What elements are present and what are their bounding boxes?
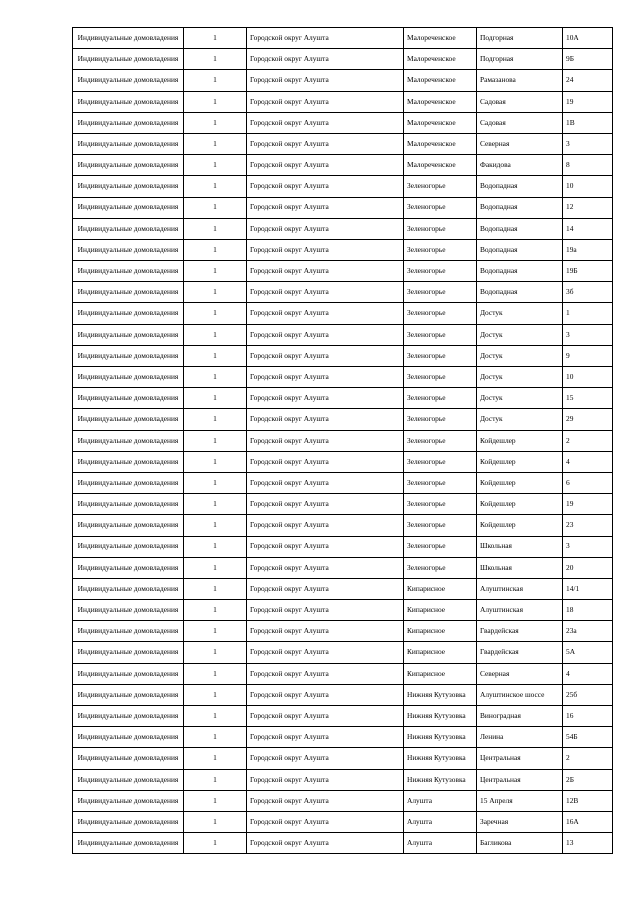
cell-settlement: Малореченское — [404, 155, 477, 176]
table-row — [73, 790, 613, 811]
table-row — [73, 218, 613, 239]
cell-settlement: Зеленогорье — [404, 557, 477, 578]
cell-count: 1 — [184, 706, 247, 727]
cell-street: Ленина — [477, 727, 563, 748]
cell-street: Достук — [477, 303, 563, 324]
cell-street: Факидова — [477, 155, 563, 176]
cell-settlement: Кипарисное — [404, 663, 477, 684]
cell-house-number: 8 — [563, 155, 613, 176]
cell-settlement: Зеленогорье — [404, 261, 477, 282]
table-row — [73, 557, 613, 578]
table-row — [73, 239, 613, 260]
cell-house-number: 18 — [563, 600, 613, 621]
cell-street: Достук — [477, 345, 563, 366]
table-row — [73, 451, 613, 472]
cell-count: 1 — [184, 261, 247, 282]
cell-district: Городской округ Алушта — [247, 472, 404, 493]
cell-house-number: 5А — [563, 642, 613, 663]
cell-street: Койдешлер — [477, 515, 563, 536]
cell-settlement: Зеленогорье — [404, 197, 477, 218]
cell-street: Достук — [477, 409, 563, 430]
cell-street: Алуштинская — [477, 578, 563, 599]
cell-count: 1 — [184, 727, 247, 748]
cell-building-type: Индивидуальные домовладения — [73, 218, 184, 239]
cell-building-type: Индивидуальные домовладения — [73, 706, 184, 727]
address-table — [72, 27, 613, 854]
cell-building-type: Индивидуальные домовладения — [73, 345, 184, 366]
cell-street: Водопадная — [477, 239, 563, 260]
cell-settlement: Зеленогорье — [404, 388, 477, 409]
cell-count: 1 — [184, 112, 247, 133]
cell-settlement: Нижняя Кутузовка — [404, 684, 477, 705]
cell-building-type: Индивидуальные домовладения — [73, 261, 184, 282]
cell-count: 1 — [184, 91, 247, 112]
cell-house-number: 10 — [563, 367, 613, 388]
cell-district: Городской округ Алушта — [247, 155, 404, 176]
cell-district: Городской округ Алушта — [247, 282, 404, 303]
cell-settlement: Алушта — [404, 790, 477, 811]
cell-settlement: Нижняя Кутузовка — [404, 706, 477, 727]
cell-house-number: 10 — [563, 176, 613, 197]
cell-street: Койдешлер — [477, 451, 563, 472]
cell-settlement: Нижняя Кутузовка — [404, 727, 477, 748]
cell-count: 1 — [184, 748, 247, 769]
cell-street: Школьная — [477, 557, 563, 578]
cell-house-number: 4 — [563, 451, 613, 472]
cell-count: 1 — [184, 303, 247, 324]
cell-district: Городской округ Алушта — [247, 621, 404, 642]
cell-building-type: Индивидуальные домовладения — [73, 155, 184, 176]
cell-settlement: Кипарисное — [404, 642, 477, 663]
table-row — [73, 748, 613, 769]
table-row — [73, 621, 613, 642]
cell-building-type: Индивидуальные домовладения — [73, 833, 184, 854]
cell-count: 1 — [184, 769, 247, 790]
table-row — [73, 430, 613, 451]
cell-district: Городской округ Алушта — [247, 218, 404, 239]
cell-count: 1 — [184, 324, 247, 345]
cell-street: Достук — [477, 388, 563, 409]
cell-count: 1 — [184, 345, 247, 366]
cell-district: Городской округ Алушта — [247, 176, 404, 197]
cell-settlement: Зеленогорье — [404, 430, 477, 451]
cell-building-type: Индивидуальные домовладения — [73, 727, 184, 748]
cell-settlement: Зеленогорье — [404, 303, 477, 324]
cell-settlement: Кипарисное — [404, 621, 477, 642]
cell-district: Городской округ Алушта — [247, 261, 404, 282]
cell-building-type: Индивидуальные домовладения — [73, 811, 184, 832]
cell-district: Городской округ Алушта — [247, 811, 404, 832]
cell-house-number: 14 — [563, 218, 613, 239]
cell-house-number: 12 — [563, 197, 613, 218]
cell-house-number: 16 — [563, 706, 613, 727]
cell-district: Городской округ Алушта — [247, 345, 404, 366]
cell-count: 1 — [184, 684, 247, 705]
cell-settlement: Малореченское — [404, 70, 477, 91]
cell-house-number: 23 — [563, 515, 613, 536]
cell-count: 1 — [184, 494, 247, 515]
cell-district: Городской округ Алушта — [247, 409, 404, 430]
cell-house-number: 3 — [563, 536, 613, 557]
cell-street: Водопадная — [477, 282, 563, 303]
cell-house-number: 14/1 — [563, 578, 613, 599]
table-row — [73, 345, 613, 366]
cell-district: Городской округ Алушта — [247, 642, 404, 663]
cell-house-number: 20 — [563, 557, 613, 578]
cell-building-type: Индивидуальные домовладения — [73, 663, 184, 684]
cell-count: 1 — [184, 282, 247, 303]
cell-settlement: Зеленогорье — [404, 494, 477, 515]
cell-building-type: Индивидуальные домовладения — [73, 430, 184, 451]
cell-building-type: Индивидуальные домовладения — [73, 197, 184, 218]
table-row — [73, 706, 613, 727]
cell-house-number: 3 — [563, 324, 613, 345]
cell-house-number: 25б — [563, 684, 613, 705]
cell-street: Гвардейская — [477, 621, 563, 642]
cell-district: Городской округ Алушта — [247, 748, 404, 769]
cell-street: Северная — [477, 133, 563, 154]
cell-house-number: 10А — [563, 28, 613, 49]
cell-street: Подгорная — [477, 49, 563, 70]
table-row — [73, 388, 613, 409]
cell-house-number: 19Б — [563, 261, 613, 282]
cell-street: Водопадная — [477, 197, 563, 218]
cell-district: Городской округ Алушта — [247, 49, 404, 70]
table-row — [73, 769, 613, 790]
table-row — [73, 642, 613, 663]
cell-district: Городской округ Алушта — [247, 557, 404, 578]
cell-street: Алуштинская — [477, 600, 563, 621]
cell-count: 1 — [184, 536, 247, 557]
table-row — [73, 197, 613, 218]
cell-building-type: Индивидуальные домовладения — [73, 748, 184, 769]
cell-count: 1 — [184, 133, 247, 154]
cell-house-number: 15 — [563, 388, 613, 409]
table-row — [73, 303, 613, 324]
cell-street: Койдешлер — [477, 494, 563, 515]
cell-count: 1 — [184, 218, 247, 239]
cell-street: Алуштинское шоссе — [477, 684, 563, 705]
cell-settlement: Зеленогорье — [404, 536, 477, 557]
cell-house-number: 12В — [563, 790, 613, 811]
table-row — [73, 28, 613, 49]
cell-count: 1 — [184, 367, 247, 388]
cell-settlement: Зеленогорье — [404, 176, 477, 197]
table-row — [73, 91, 613, 112]
cell-count: 1 — [184, 811, 247, 832]
cell-settlement: Зеленогорье — [404, 367, 477, 388]
cell-count: 1 — [184, 600, 247, 621]
cell-settlement: Зеленогорье — [404, 324, 477, 345]
cell-building-type: Индивидуальные домовладения — [73, 28, 184, 49]
cell-street: Рамазанова — [477, 70, 563, 91]
cell-district: Городской округ Алушта — [247, 239, 404, 260]
table-row — [73, 409, 613, 430]
cell-district: Городской округ Алушта — [247, 303, 404, 324]
cell-count: 1 — [184, 642, 247, 663]
table-row — [73, 811, 613, 832]
cell-count: 1 — [184, 557, 247, 578]
cell-district: Городской округ Алушта — [247, 494, 404, 515]
cell-building-type: Индивидуальные домовладения — [73, 557, 184, 578]
cell-house-number: 9 — [563, 345, 613, 366]
cell-building-type: Индивидуальные домовладения — [73, 239, 184, 260]
cell-house-number: 4 — [563, 663, 613, 684]
table-row — [73, 49, 613, 70]
cell-building-type: Индивидуальные домовладения — [73, 133, 184, 154]
cell-settlement: Малореченское — [404, 112, 477, 133]
cell-district: Городской округ Алушта — [247, 833, 404, 854]
table-row — [73, 133, 613, 154]
cell-house-number: 24 — [563, 70, 613, 91]
cell-street: Водопадная — [477, 176, 563, 197]
table-row — [73, 578, 613, 599]
cell-count: 1 — [184, 197, 247, 218]
cell-street: Северная — [477, 663, 563, 684]
cell-district: Городской округ Алушта — [247, 28, 404, 49]
cell-house-number: 19 — [563, 91, 613, 112]
cell-district: Городской округ Алушта — [247, 133, 404, 154]
cell-district: Городской округ Алушта — [247, 790, 404, 811]
cell-house-number: 1 — [563, 303, 613, 324]
cell-district: Городской округ Алушта — [247, 536, 404, 557]
cell-settlement: Зеленогорье — [404, 451, 477, 472]
cell-district: Городской округ Алушта — [247, 578, 404, 599]
cell-building-type: Индивидуальные домовладения — [73, 112, 184, 133]
cell-district: Городской округ Алушта — [247, 684, 404, 705]
cell-building-type: Индивидуальные домовладения — [73, 578, 184, 599]
cell-settlement: Кипарисное — [404, 600, 477, 621]
table-row — [73, 261, 613, 282]
cell-house-number: 16А — [563, 811, 613, 832]
cell-count: 1 — [184, 515, 247, 536]
cell-house-number: 13 — [563, 833, 613, 854]
cell-street: Багликова — [477, 833, 563, 854]
cell-settlement: Зеленогорье — [404, 409, 477, 430]
cell-building-type: Индивидуальные домовладения — [73, 536, 184, 557]
cell-count: 1 — [184, 409, 247, 430]
cell-street: Койдешлер — [477, 430, 563, 451]
cell-settlement: Кипарисное — [404, 578, 477, 599]
cell-street: Водопадная — [477, 261, 563, 282]
cell-settlement: Зеленогорье — [404, 345, 477, 366]
cell-district: Городской округ Алушта — [247, 367, 404, 388]
cell-settlement: Малореченское — [404, 91, 477, 112]
table-row — [73, 324, 613, 345]
cell-house-number: 23а — [563, 621, 613, 642]
cell-street: Водопадная — [477, 218, 563, 239]
cell-building-type: Индивидуальные домовладения — [73, 642, 184, 663]
table-row — [73, 367, 613, 388]
cell-building-type: Индивидуальные домовладения — [73, 409, 184, 430]
cell-house-number: 6 — [563, 472, 613, 493]
cell-district: Городской округ Алушта — [247, 706, 404, 727]
cell-count: 1 — [184, 49, 247, 70]
cell-settlement: Зеленогорье — [404, 218, 477, 239]
cell-settlement: Малореченское — [404, 133, 477, 154]
cell-settlement: Алушта — [404, 811, 477, 832]
cell-street: Центральная — [477, 769, 563, 790]
cell-building-type: Индивидуальные домовладения — [73, 388, 184, 409]
cell-house-number: 9Б — [563, 49, 613, 70]
cell-street: Койдешлер — [477, 472, 563, 493]
cell-building-type: Индивидуальные домовладения — [73, 769, 184, 790]
table-row — [73, 536, 613, 557]
table-row — [73, 112, 613, 133]
cell-district: Городской округ Алушта — [247, 91, 404, 112]
cell-building-type: Индивидуальные домовладения — [73, 324, 184, 345]
cell-house-number: 19а — [563, 239, 613, 260]
cell-district: Городской округ Алушта — [247, 197, 404, 218]
cell-count: 1 — [184, 239, 247, 260]
cell-settlement: Зеленогорье — [404, 282, 477, 303]
cell-building-type: Индивидуальные домовладения — [73, 472, 184, 493]
cell-count: 1 — [184, 578, 247, 599]
cell-building-type: Индивидуальные домовладения — [73, 282, 184, 303]
cell-street: Садовая — [477, 91, 563, 112]
cell-house-number: 19 — [563, 494, 613, 515]
cell-settlement: Зеленогорье — [404, 239, 477, 260]
cell-count: 1 — [184, 621, 247, 642]
cell-street: Садовая — [477, 112, 563, 133]
cell-count: 1 — [184, 430, 247, 451]
cell-district: Городской округ Алушта — [247, 430, 404, 451]
cell-building-type: Индивидуальные домовладения — [73, 621, 184, 642]
cell-house-number: 1В — [563, 112, 613, 133]
cell-building-type: Индивидуальные домовладения — [73, 790, 184, 811]
cell-building-type: Индивидуальные домовладения — [73, 91, 184, 112]
table-row — [73, 494, 613, 515]
cell-district: Городской округ Алушта — [247, 515, 404, 536]
cell-street: Школьная — [477, 536, 563, 557]
cell-district: Городской округ Алушта — [247, 388, 404, 409]
cell-settlement: Алушта — [404, 833, 477, 854]
table-row — [73, 833, 613, 854]
cell-street: Гвардейская — [477, 642, 563, 663]
cell-settlement: Зеленогорье — [404, 515, 477, 536]
cell-district: Городской округ Алушта — [247, 70, 404, 91]
cell-count: 1 — [184, 28, 247, 49]
cell-count: 1 — [184, 663, 247, 684]
cell-count: 1 — [184, 790, 247, 811]
cell-house-number: 2 — [563, 430, 613, 451]
cell-count: 1 — [184, 70, 247, 91]
cell-district: Городской округ Алушта — [247, 600, 404, 621]
cell-house-number: 2 — [563, 748, 613, 769]
cell-street: Центральная — [477, 748, 563, 769]
table-row — [73, 472, 613, 493]
cell-district: Городской округ Алушта — [247, 451, 404, 472]
cell-building-type: Индивидуальные домовладения — [73, 494, 184, 515]
cell-house-number: 29 — [563, 409, 613, 430]
cell-count: 1 — [184, 833, 247, 854]
cell-district: Городской округ Алушта — [247, 727, 404, 748]
cell-count: 1 — [184, 388, 247, 409]
table-row — [73, 600, 613, 621]
cell-building-type: Индивидуальные домовладения — [73, 600, 184, 621]
cell-count: 1 — [184, 155, 247, 176]
table-row — [73, 684, 613, 705]
cell-street: Достук — [477, 324, 563, 345]
table-row — [73, 515, 613, 536]
table-row — [73, 663, 613, 684]
cell-district: Городской округ Алушта — [247, 112, 404, 133]
cell-settlement: Нижняя Кутузовка — [404, 748, 477, 769]
cell-district: Городской округ Алушта — [247, 663, 404, 684]
address-table-body — [73, 28, 613, 854]
cell-building-type: Индивидуальные домовладения — [73, 684, 184, 705]
cell-street: Заречная — [477, 811, 563, 832]
cell-count: 1 — [184, 451, 247, 472]
cell-house-number: 54Б — [563, 727, 613, 748]
cell-street: Виноградная — [477, 706, 563, 727]
table-row — [73, 176, 613, 197]
cell-settlement: Малореченское — [404, 49, 477, 70]
cell-district: Городской округ Алушта — [247, 769, 404, 790]
cell-house-number: 3 — [563, 133, 613, 154]
cell-settlement: Малореченское — [404, 28, 477, 49]
cell-building-type: Индивидуальные домовладения — [73, 49, 184, 70]
cell-building-type: Индивидуальные домовладения — [73, 515, 184, 536]
cell-settlement: Зеленогорье — [404, 472, 477, 493]
table-row — [73, 727, 613, 748]
cell-settlement: Нижняя Кутузовка — [404, 769, 477, 790]
cell-count: 1 — [184, 472, 247, 493]
cell-street: Достук — [477, 367, 563, 388]
cell-house-number: 3б — [563, 282, 613, 303]
cell-street: 15 Апреля — [477, 790, 563, 811]
cell-building-type: Индивидуальные домовладения — [73, 367, 184, 388]
table-row — [73, 282, 613, 303]
table-row — [73, 155, 613, 176]
cell-district: Городской округ Алушта — [247, 324, 404, 345]
table-row — [73, 70, 613, 91]
cell-count: 1 — [184, 176, 247, 197]
cell-building-type: Индивидуальные домовладения — [73, 303, 184, 324]
cell-building-type: Индивидуальные домовладения — [73, 451, 184, 472]
cell-building-type: Индивидуальные домовладения — [73, 176, 184, 197]
cell-house-number: 2Б — [563, 769, 613, 790]
cell-building-type: Индивидуальные домовладения — [73, 70, 184, 91]
cell-street: Подгорная — [477, 28, 563, 49]
